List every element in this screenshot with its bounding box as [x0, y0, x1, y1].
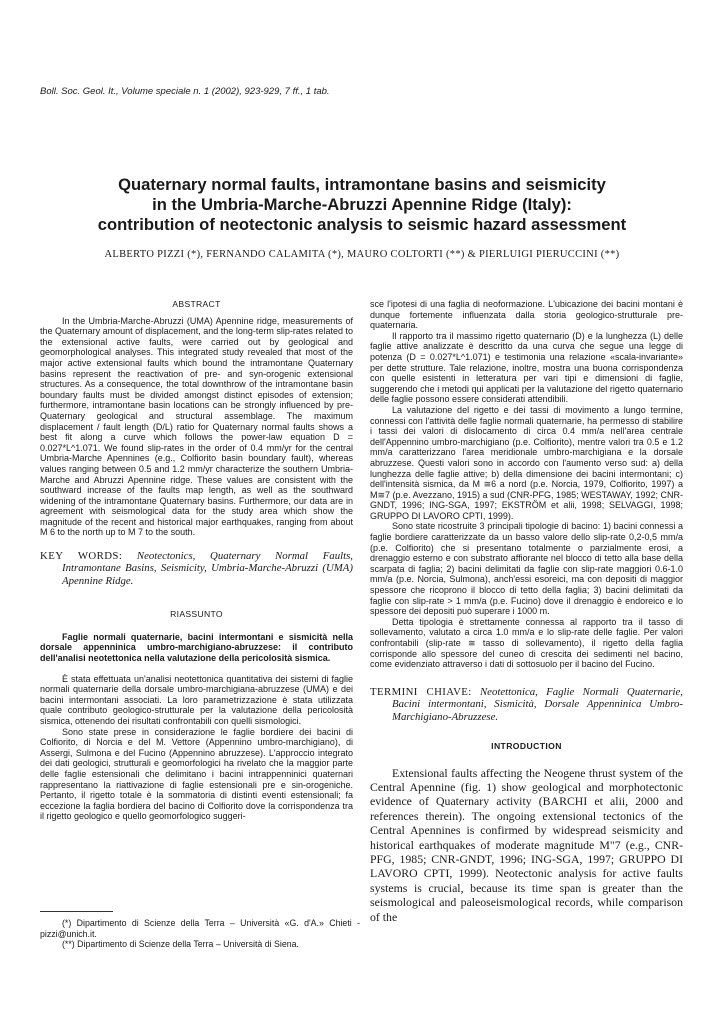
riassunto-paragraph: La valutazione del rigetto e dei tassi di movimento a lungo termine, connessi con l'attività delle faglie normali quaternarie, ha permesso di stabilire i tassi dei valori di dislocamento di circa 0.4 mm/a nell'area centrale dell'Appennino umbro-marchigiano (p.e. Colfiorito), mentre valori tra 0.5 e 1.2 mm/a caratterizzano l'area meridionale umbro-marchigiana e la dorsale abruzzese. Questi valori sono in accordo con l'aumento verso sud: a) della lunghezza delle faglie attive; b) della dimensione dei bacini intermontani; c) dell'intensità sismica, da M ≅6 a nord (p.e. Norcia, 1979, Colfiorito, 1997) a M≅7 (p.e. Avezzano, 1915) a sud (CNR-PFG, 1985; WESTAWAY, 1992; CNR-GNDT, 1996; ING-SGA, 1997; EKSTRÖM et alii, 1998; SELVAGGI, 1998; GRUPPO DI LAVORO CPTI, 1999). [370, 404, 683, 521]
keywords-en [40, 550, 353, 587]
author-list: ALBERTO PIZZI (*), FERNANDO CALAMITA (*), MAURO COLTORTI (**) & PIERLUIGI PIERUCCINI (**) [104, 249, 620, 260]
left-column [40, 299, 353, 822]
footnotes [40, 911, 360, 950]
riassunto-continuation: sce l'ipotesi di una faglia di neoformazione. L'ubicazione dei bacini montani è dunque fortemente influenzata dalla storia geologico-strutturale pre-quaternaria. [370, 299, 683, 331]
footnote: (*) Dipartimento di Scienze della Terra – Università «G. d'A.» Chieti - pizzi@unich.it. [40, 918, 360, 939]
introduction-text: Extensional faults affecting the Neogene thrust system of the Central Apennine (fig. 1) show geological and morphotectonic evidence of Quaternary activity (BARCHI et alii, 2000 and references therein). The ongoing extensional tectonics of the Central Apennines is confirmed by widespread seismicity and historical earthquakes of moderate magnitude M"7 (e.g., CNR-PFG, 1985; CNR-GNDT, 1996; ING-SGA, 1997; GRUPPO DI LAVORO CPTI, 1999). Neotectonic analysis for active faults systems is crucial, because its time span is greater than the seismological and paleoseismological records, while comparison of the [370, 765, 683, 924]
introduction-heading: INTRODUCTION [491, 741, 562, 751]
keywords-it-lead: TERMINI CHIAVE: [370, 685, 472, 698]
right-column [370, 299, 683, 924]
keywords-it [370, 686, 683, 723]
riassunto-subtitle: Faglie normali quaternarie, bacini intermontani e sismicità nella dorsale appenninica umbro-marchigiano-abruzzese: il contributo dell'analisi neotettonica nella valutazione della pericolosità sismica. [40, 631, 353, 664]
riassunto-paragraph: Detta tipologia è strettamente connessa al rapporto tra il tasso di sollevamento, valutato a circa 1.0 mm/a e lo slip-rate delle faglie. Per valori confrontabili (slip-rate ≅ tasso di sollevamento), il rigetto della faglia corrisponde allo spessore del cuneo di crescita dei sedimenti nel bacino, come evidenziato attraverso i dati di sottosuolo per il bacino del Fucino. [370, 616, 683, 670]
riassunto-paragraph: Sono state ricostruite 3 principali tipologie di bacino: 1) bacini connessi a faglie bordiere caratterizzate da un basso valore dello slip-rate 0,2-0,5 mm/a (p.e. Colfiorito) che si presentano totalmente o parzialmente erosi, a drenaggio esterno e con substrato affiorante nel blocco di tetto alla base della scarpata di faglia; 2) bacini delimitati da faglie con slip-rate maggiori 0.6-1.0 mm/a (p.e. Norcia, Sulmona), anch'essi esoreici, ma con depositi di maggior spessore che ricoprono il blocco di tetto della faglia; 3) bacini delimitati da faglie con slip-rate > 1 mm/a (p.e. Fucino) dove il drenaggio è endoreico e lo spessore dei depositi può superare i 1000 m. [370, 521, 683, 617]
title-line: Quaternary normal faults, intramontane basins and seismicity [118, 175, 606, 194]
riassunto-paragraph: Il rapporto tra il massimo rigetto quaternario (D) e la lunghezza (L) delle faglie attive analizzate è descritto da una curva che segue una legge di potenza (D = 0.027*L^1.071) e testimonia una relazione «scala-invariante» per dette strutture. Tale relazione, inoltre, mostra una buona corrispondenza con quelle esistenti in letteratura per vari tipi e dimensioni di faglie, suggerendo che i metodi qui applicati per la valutazione del rigetto quaternario delle faglie possono essere considerati attendibili. [370, 330, 683, 405]
footnote: (**) Dipartimento di Scienze della Terra – Università di Siena. [62, 939, 299, 950]
riassunto-paragraph: È stata effettuata un'analisi neotettonica quantitativa dei sistemi di faglie normali quaternarie della dorsale umbro-marchigiana-abruzzese (UMA) e dei bacini intermontani associati. La loro parametrizzazione è stata utilizzata quale contributo geologico-strutturale per la valutazione della pericolosità sismica, ottenendo dei risultati confrontabili con quelli sismologici. [40, 673, 353, 727]
keywords-en-text: Neotectonics, Quaternary Normal Faults, Intramontane Basins, Seismicity, Umbria-Marche-Abruzzi (UMA) Apennine Ridge. [62, 550, 353, 587]
keywords-en-lead: KEY WORDS: [40, 550, 123, 563]
abstract-heading: ABSTRACT [172, 299, 221, 309]
riassunto-paragraph: Sono state prese in considerazione le faglie bordiere dei bacini di Colfiorito, di Norcia e del M. Vettore (Appennino umbro-marchigiano), di Assergi, Sulmona e del Fucino (Appennino abruzzese). L'approccio integrato dei dati geologici, strutturali e geomorfologici ha rivelato che la maggior parte delle faglie estensionali che delimitano i bacini intrappenninici quaternari rappresentano la riattivazione di faglie estensionali pre e sin-orogeniche. Pertanto, il rigetto totale è la sommatoria di distinti eventi estensionali; fa eccezione la faglia bordiera del bacino di Colfiorito dove la corrispondenza tra il rigetto geologico e quello geomorfologico suggeri- [40, 726, 353, 822]
keywords-it-text: Neotettonica, Faglie Normali Quaternarie, Bacini intermontani, Sismicità, Dorsale Appenninica Umbro-Marchigiano-Abruzzese. [392, 685, 683, 723]
paper-title [40, 175, 684, 235]
riassunto-heading: RIASSUNTO [170, 609, 223, 620]
journal-citation: Boll. Soc. Geol. It., Volume speciale n. 1 (2002), 923-929, 7 ff., 1 tab. [40, 86, 330, 97]
title-line: in the Umbria-Marche-Abruzzi Apennine Ridge (Italy): [152, 195, 572, 214]
footnote-rule [40, 911, 113, 912]
title-line: contribution of neotectonic analysis to seismic hazard assessment [97, 215, 627, 234]
abstract-text: In the Umbria-Marche-Abruzzi (UMA) Apennine ridge, measurements of the Quaternary amount of displacement, and the long-term slip-rates related to the extensional active faults, were carried out by geological and geomorphological analyses. This integrated study revealed that most of the major active extensional faults which bound the intramontane Quaternary basins represent the reactivation of pre- and syn-orogenic extensional structures. As a consequence, the total downthrow of the intramontane basin boundary faults must be divided amongst distinct episodes of extension; furthermore, intramontane basin locations can be strongly influenced by pre-Quaternary geological and structural assemblage. The maximum displacement / fault length (D/L) ratio for Quaternary normal faults shows a best fit along a curve which follows the power-law equation D = 0.027*L^1.071. We found slip-rates in the order of 0.4 mm/yr for the central Umbria-Marche Apennines (e.g., Colfiorito basin boundary fault), whereas values ranging between 0.5 and 1.2 mm/yr characterize the southern Umbria-Marche and Abruzzi Apennine ridge. These values are consistent with the southward increase of the faults map length, as well as the southward widening of the intramontane Quaternary basins. Furthermore, our data are in agreement with seismological data for the study area which show the magnitude of the recent and historical major earthquakes, ranging from about M 6 to the north up to M 7 to the south. [40, 315, 353, 538]
